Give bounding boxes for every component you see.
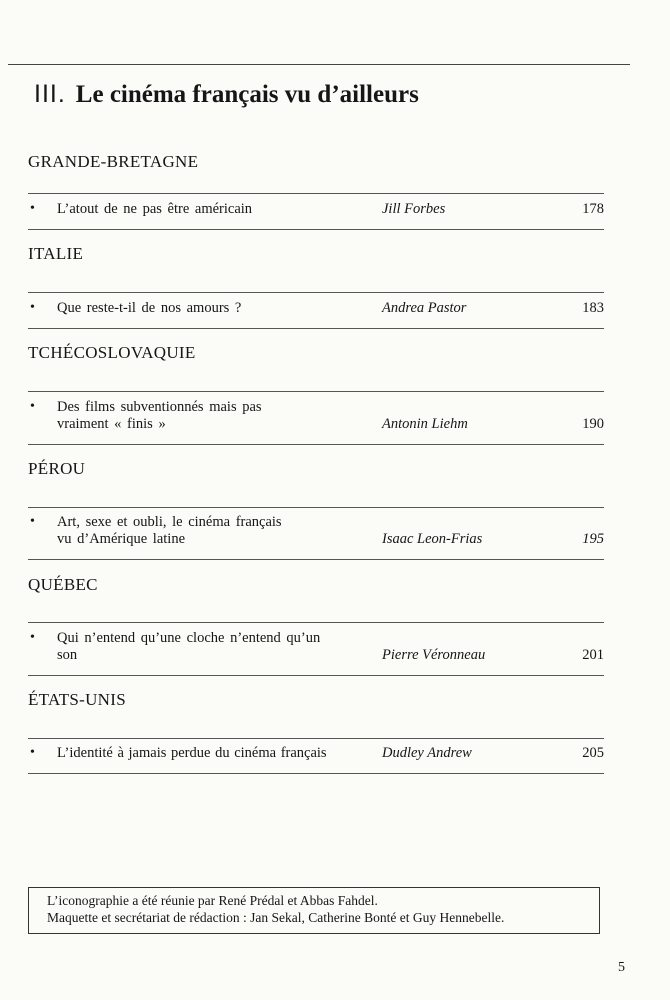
page-number: 183 (582, 300, 604, 316)
article-title-line: vraiment « finis » (57, 416, 166, 432)
article-author: Andrea Pastor (382, 300, 467, 316)
bullet: • (30, 399, 35, 414)
article-title-line: Que reste-t-il de nos amours ? (57, 300, 242, 316)
article-title-line: L’atout de ne pas être américain (57, 201, 253, 217)
article-author: Pierre Véronneau (382, 647, 486, 663)
article-author: Antonin Liehm (382, 416, 468, 432)
country-heading-quebec: QUÉBEC (28, 575, 98, 594)
page-folio: 5 (618, 960, 625, 975)
article-author: Jill Forbes (382, 201, 446, 217)
article-author: Dudley Andrew (382, 745, 472, 761)
bullet: • (30, 201, 35, 216)
bullet: • (30, 630, 35, 645)
section-rule-top (28, 391, 604, 392)
section-rule-bottom (28, 444, 604, 445)
section-rule-top (28, 738, 604, 739)
section-rule-top (28, 292, 604, 293)
article-title-line: vu d’Amérique latine (57, 531, 186, 547)
article-title (57, 201, 377, 218)
article-title (57, 300, 377, 317)
section-rule-top (28, 193, 604, 194)
article-title (57, 399, 377, 433)
page-number: 205 (582, 745, 604, 761)
bullet: • (30, 514, 35, 529)
part-title-text: Le cinéma français vu d’ailleurs (75, 81, 419, 108)
article-title-line: L’identité à jamais perdue du cinéma français (57, 745, 327, 761)
section-rule-bottom (28, 773, 604, 774)
country-heading-italie: ITALIE (28, 244, 84, 263)
article-title-line: Qui n’entend qu’une cloche n’entend qu’un (57, 630, 321, 646)
article-title-line: son (57, 647, 78, 663)
article-title (57, 514, 377, 548)
country-heading-grande-bretagne: GRANDE-BRETAGNE (28, 152, 199, 171)
section-rule-bottom (28, 559, 604, 560)
article-title (57, 745, 377, 762)
bullet: • (30, 745, 35, 760)
part-title (34, 80, 419, 109)
page-number: 190 (582, 416, 604, 432)
country-heading-perou: PÉROU (28, 459, 86, 478)
section-rule-bottom (28, 675, 604, 676)
page-number: 178 (582, 201, 604, 217)
bullet: • (30, 300, 35, 315)
credits-box (28, 887, 600, 934)
section-rule-bottom (28, 229, 604, 230)
country-heading-etats-unis: ÉTATS-UNIS (28, 690, 126, 709)
page-number: 195 (582, 531, 604, 547)
country-heading-tchecoslovaquie: TCHÉCOSLOVAQUIE (28, 343, 196, 362)
top-rule (8, 64, 630, 65)
credits-line: L’iconographie a été réunie par René Prédal et Abbas Fahdel. (47, 893, 378, 908)
section-rule-bottom (28, 328, 604, 329)
section-rule-top (28, 507, 604, 508)
part-number: III. (34, 80, 66, 108)
article-title (57, 630, 377, 664)
article-title-line: Art, sexe et oubli, le cinéma français (57, 514, 282, 530)
section-rule-top (28, 622, 604, 623)
page-number: 201 (582, 647, 604, 663)
article-author: Isaac Leon-Frias (382, 531, 483, 547)
article-title-line: Des films subventionnés mais pas (57, 399, 262, 415)
credits-line: Maquette et secrétariat de rédaction : Jan Sekal, Catherine Bonté et Guy Hennebelle. (47, 910, 505, 925)
